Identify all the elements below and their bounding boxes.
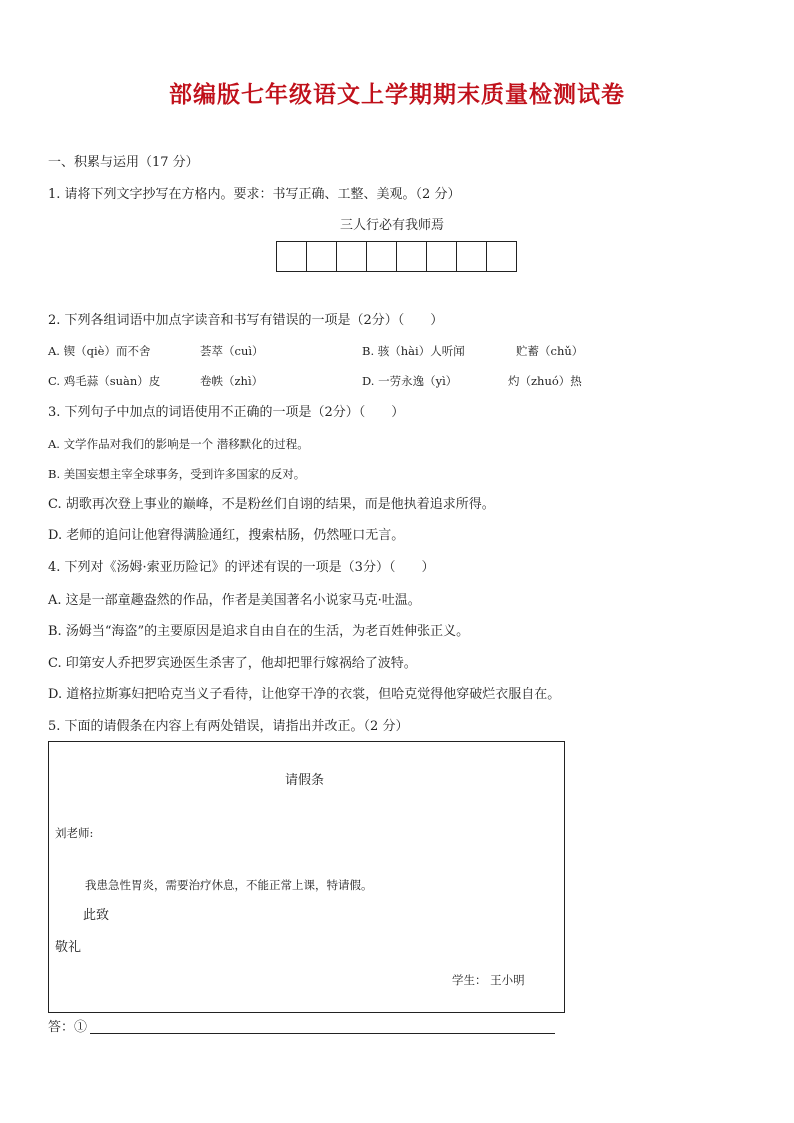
q2-option-a-2: 荟萃（cuì） [200, 344, 264, 358]
answer-label: 答：① [48, 1020, 88, 1035]
q2-option-c-1: C. 鸡毛蒜（suàn）皮 [48, 374, 161, 388]
leave-note-box [48, 741, 565, 1013]
note-closing-2: 敬礼 [55, 940, 82, 955]
q3-option-d: D. 老师的追问让他窘得满脸通红，搜索枯肠，仍然哑口无言。 [48, 528, 405, 543]
writing-grid [276, 241, 517, 272]
q3-option-b: B. 美国妄想主宰全球事务，受到许多国家的反对。 [48, 467, 306, 481]
q4-option-c: C. 印第安人乔把罗宾逊医生杀害了，他却把罪行嫁祸给了波特。 [48, 656, 417, 671]
grid-cell[interactable] [456, 241, 487, 272]
note-body: 我患急性胃炎，需要治疗休息，不能正常上课，特请假。 [85, 878, 373, 892]
question-3-stem: 3. 下列句子中加点的词语使用不正确的一项是（2分）（ ） [48, 405, 405, 420]
q2-option-c-2: 卷帙（zhì） [200, 374, 264, 388]
note-title: 请假条 [285, 773, 325, 788]
q2-option-b-2: 贮蓄（chǔ） [516, 344, 584, 358]
q4-option-d: D. 道格拉斯寡妇把哈克当义子看待，让他穿干净的衣裳，但哈克觉得他穿破烂衣服自在。 [48, 687, 561, 702]
q4-option-b: B. 汤姆当“海盗”的主要原因是追求自由自在的生活，为老百姓伸张正义。 [48, 624, 470, 639]
section-heading: 一、积累与运用（17 分） [48, 155, 199, 170]
grid-cell[interactable] [366, 241, 397, 272]
copy-text: 三人行必有我师焉 [340, 218, 445, 233]
note-closing-1: 此致 [83, 908, 110, 923]
question-1-stem: 1. 请将下列文字抄写在方格内。要求：书写正确、工整、美观。（2 分） [48, 187, 461, 202]
q2-option-d-2: 灼（zhuó）热 [508, 374, 582, 388]
question-2-stem: 2. 下列各组词语中加点字读音和书写有错误的一项是（2分）（ ） [48, 313, 444, 328]
grid-cell[interactable] [336, 241, 367, 272]
q3-option-c: C. 胡歌再次登上事业的巅峰，不是粉丝们自诩的结果，而是他执着追求所得。 [48, 497, 495, 512]
note-salutation: 刘老师: [55, 826, 94, 840]
q2-option-a-1: A. 锲（qiè）而不舍 [48, 344, 151, 358]
note-signature: 学生： 王小明 [452, 973, 525, 987]
q2-option-d-1: D. 一劳永逸（yì） [362, 374, 458, 388]
grid-cell[interactable] [276, 241, 307, 272]
q2-option-b-1: B. 骇（hài）人听闻 [362, 344, 465, 358]
page-title: 部编版七年级语文上学期期末质量检测试卷 [169, 81, 625, 108]
grid-cell[interactable] [426, 241, 457, 272]
grid-cell[interactable] [306, 241, 337, 272]
q3-option-a: A. 文学作品对我们的影响是一个 潜移默化的过程。 [48, 437, 309, 451]
question-5-stem: 5. 下面的请假条在内容上有两处错误，请指出并改正。（2 分） [48, 719, 409, 734]
grid-cell[interactable] [396, 241, 427, 272]
q4-option-a: A. 这是一部童趣盎然的作品，作者是美国著名小说家马克·吐温。 [48, 593, 421, 608]
question-4-stem: 4. 下列对《汤姆·索亚历险记》的评述有误的一项是（3分）（ ） [48, 560, 435, 575]
grid-cell[interactable] [486, 241, 517, 272]
answer-line[interactable] [90, 1033, 555, 1034]
